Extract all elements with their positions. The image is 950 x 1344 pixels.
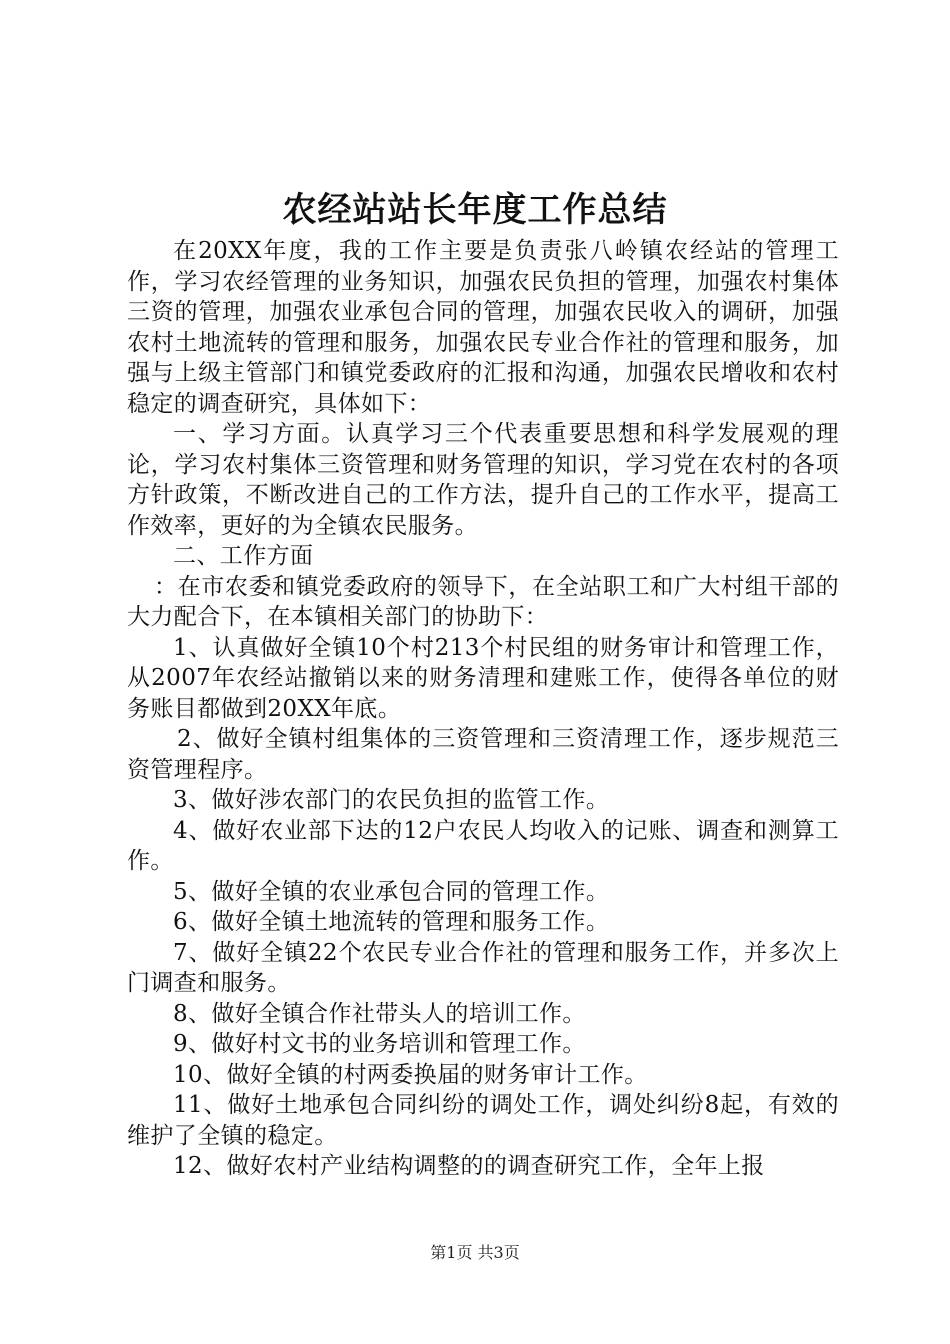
paragraph-item-6: 6、做好全镇土地流转的管理和服务工作。: [173, 909, 610, 935]
paragraph-item-9: 9、做好村文书的业务培训和管理工作。: [173, 1031, 586, 1057]
paragraph-item-2: 2、做好全镇村组集体的三资管理和三资清理工作，逐步规范三资管理程序。: [127, 726, 839, 783]
document-title: 农经站站长年度工作总结: [282, 190, 668, 230]
paragraph-item-8: 8、做好全镇合作社带头人的培训工作。: [173, 1000, 586, 1027]
page-number-footer: 第1页 共3页: [430, 1243, 520, 1262]
paragraph-item-11: 11、做好土地承包合同纠纷的调处工作，调处纠纷8起，有效的维护了全镇的稳定。: [127, 1092, 839, 1149]
document-body: [127, 236, 839, 1182]
paragraph-item-3: 3、做好涉农部门的农民负担的监管工作。: [173, 787, 610, 813]
paragraph-item-5: 5、做好全镇的农业承包合同的管理工作。: [173, 878, 610, 905]
paragraph-item-12: 12、做好农村产业结构调整的的调查研究工作，全年上报: [173, 1153, 765, 1179]
paragraph-item-4: 4、做好农业部下达的12户农民人均收入的记账、调查和测算工作。: [127, 817, 839, 874]
paragraph-item-1: 1、认真做好全镇10个村213个村民组的财务审计和管理工作，从2007年农经站撤销以来的财务清理和建账工作，使得各单位的财务账目都做到20XX年底。: [127, 634, 839, 722]
paragraph-work-heading: 二、工作方面: [173, 543, 314, 569]
paragraph-study: 一、学习方面。认真学习三个代表重要思想和科学发展观的理论，学习农村集体三资管理和财务管理的知识，学习党在农村的各项方针政策，不断改进自己的工作方法，提升自己的工作水平，提高工作效率，更好的为全镇农民服务。: [127, 421, 839, 539]
paragraph-item-10: 10、做好全镇的村两委换届的财务审计工作。: [173, 1061, 648, 1088]
paragraph-intro: 在20XX年度，我的工作主要是负责张八岭镇农经站的管理工作，学习农经管理的业务知识，加强农民负担的管理，加强农村集体三资的管理，加强农业承包合同的管理，加强农民收入的调研，加强农村土地流转的管理和服务，加强农民专业合作社的管理和服务，加强与上级主管部门和镇党委政府的汇报和沟通，加强农民增收和农村稳定的调查研究，具体如下：: [127, 238, 839, 417]
paragraph-item-7: 7、做好全镇22个农民专业合作社的管理和服务工作，并多次上门调查和服务。: [127, 939, 839, 996]
paragraph-work-intro: ：在市农委和镇党委政府的领导下，在全站职工和广大村组干部的大力配合下，在本镇相关部门的协助下：: [127, 573, 839, 630]
